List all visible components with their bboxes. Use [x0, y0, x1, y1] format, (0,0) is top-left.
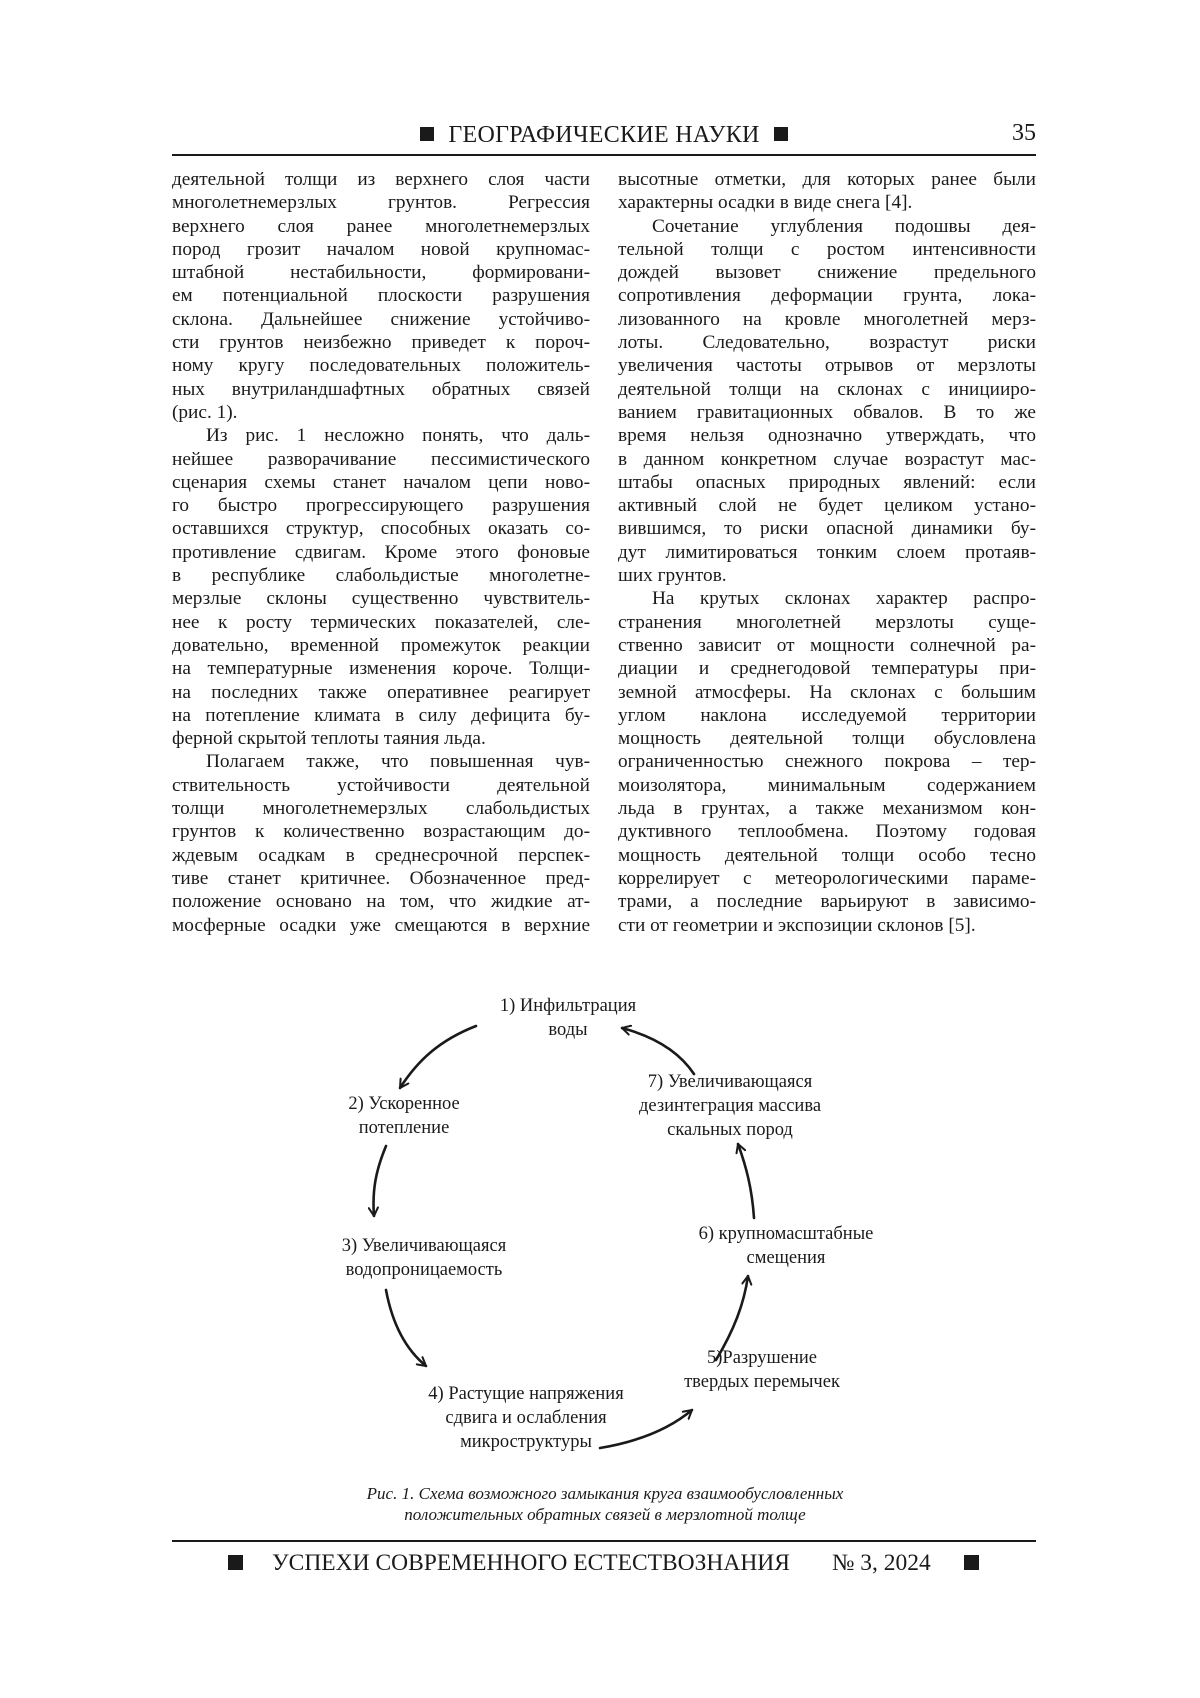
text-line: мощность деятельной толщи особо тесно [618, 844, 1036, 866]
text-line: Полагаем также, что повышенная чув- [206, 751, 590, 773]
journal-issue: № 3, 2024 [832, 1550, 931, 1576]
text-line: ному кругу последовательных положитель- [172, 355, 590, 377]
text-line: увеличения частоты отрывов от мерзлоты [618, 355, 1036, 377]
text-line: сопротивления деформации грунта, лока- [618, 285, 1036, 307]
running-header [172, 118, 1036, 154]
text-line: на потепление климата в силу дефицита бу- [172, 704, 590, 726]
text-line: лизованного на кровле многолетней мерз- [618, 308, 1036, 330]
text-line: ших грунтов. [618, 565, 727, 587]
text-line: многолетнемерзлых грунтов. Регрессия [172, 192, 590, 214]
text-line: в республике слабольдистые многолетне- [172, 565, 590, 587]
arrow-1-to-2 [400, 1026, 476, 1088]
text-line: дут лимитироваться тонким слоем протаяв- [618, 541, 1036, 563]
text-line: земной атмосферы. На склонах с большим [618, 681, 1036, 703]
page-number: 35 [1012, 120, 1036, 146]
text-line: углом наклона исследуемой территории [618, 704, 1036, 726]
text-line: ственно зависит от мощности солнечной ра- [618, 634, 1036, 656]
text-line: в данном конкретном случае возрастут мас- [618, 448, 1036, 470]
header-rule [172, 154, 1036, 156]
figure-caption: Рис. 1. Схема возможного замыкания круга взаимообусловленных положительных обратных связей в мерзлотной толще [366, 1484, 844, 1524]
text-line: толщи многолетнемерзлых слабольдистых [172, 798, 590, 820]
text-line: ограниченностью снежного покрова – тер- [618, 751, 1036, 773]
text-line: время нельзя однозначно утверждать, что [618, 425, 1036, 447]
figure-cycle-diagram [300, 990, 920, 1470]
text-line: оставшихся структур, способных оказать со- [172, 518, 590, 540]
cycle-node-1: 1) Инфильтрация воды [499, 996, 637, 1040]
text-line: го быстро прогрессирующего разрушения [172, 495, 590, 517]
text-line: нее к росту термических показателей, сле- [172, 611, 590, 633]
journal-name: УСПЕХИ СОВРЕМЕННОГО ЕСТЕСТВОЗНАНИЯ [272, 1550, 790, 1576]
footer-rule [172, 1540, 1036, 1542]
text-line: деятельной толщи на склонах с иницииро- [618, 378, 1036, 400]
text-line: (рис. 1). [172, 401, 238, 423]
text-line: нейшее разворачивание пессимистического [172, 448, 590, 470]
text-line: тиве станет критичнее. Обозначенное пред- [172, 867, 590, 889]
text-line: мощность деятельной толщи обусловлена [618, 728, 1036, 750]
cycle-node-6: 6) крупномасштабные смещения [698, 1224, 874, 1268]
text-line: ных внутриландшафтных обратных связей [172, 378, 590, 400]
text-line: пород грозит началом новой крупномас- [172, 238, 590, 260]
arrow-3-to-4 [386, 1290, 426, 1366]
text-line: мосферные осадки уже смещаются в верхние [172, 914, 590, 936]
text-line: активный слой не будет целиком устано- [618, 495, 1036, 517]
text-line: противление сдвигам. Кроме этого фоновые [172, 541, 590, 563]
text-line: ем потенциальной плоскости разрушения [172, 285, 590, 307]
text-line: диации и среднегодовой температуры при- [618, 658, 1036, 680]
text-line: сценария схемы станет началом цепи ново- [172, 471, 590, 493]
text-line: дождей вызовет снижение предельного [618, 262, 1036, 284]
text-line: странения многолетней мерзлоты суще- [618, 611, 1036, 633]
text-line: коррелирует с метеорологическими параме- [618, 867, 1036, 889]
cycle-node-2: 2) Ускоренное потепление [348, 1094, 460, 1138]
text-line: на последних также оперативнее реагирует [172, 681, 590, 703]
text-line: тельной толщи с ростом интенсивности [618, 238, 1036, 260]
text-line: ванием гравитационных обвалов. В то же [618, 401, 1036, 423]
square-bullet-icon [774, 127, 788, 141]
text-line: льда в грунтах, а также механизмом кон- [618, 798, 1036, 820]
text-line: трами, а последние варьируют в зависимо- [618, 891, 1036, 913]
square-bullet-icon [964, 1555, 979, 1570]
section-name: ГЕОГРАФИЧЕСКИЕ НАУКИ [448, 122, 760, 148]
text-line: положение основано на том, что жидкие ат- [172, 891, 590, 913]
square-bullet-icon [420, 127, 434, 141]
square-bullet-icon [228, 1555, 243, 1570]
cycle-node-5: 5)Разрушение твердых перемычек [684, 1348, 840, 1392]
text-line: сти грунтов неизбежно приведет к пороч- [172, 332, 590, 354]
text-line: ферной скрытой теплоты таяния льда. [172, 728, 486, 750]
text-line: Сочетание углубления подошвы дея- [652, 215, 1036, 237]
section-title [172, 122, 1036, 149]
text-line: верхнего слоя ранее многолетнемерзлых [172, 215, 590, 237]
text-line: мерзлые склоны существенно чувствитель- [172, 588, 590, 610]
text-line: Из рис. 1 несложно понять, что даль- [206, 425, 590, 447]
cycle-node-4: 4) Растущие напряжения сдвига и ослабления микроструктуры [428, 1384, 624, 1452]
text-line: склона. Дальнейшее снижение устойчиво- [172, 308, 590, 330]
text-line: сти от геометрии и экспозиции склонов [5]. [618, 914, 976, 936]
text-line: грунтов к количественно возрастающим до- [172, 821, 590, 843]
left-column [172, 168, 590, 937]
text-line: деятельной толщи из верхнего слоя части [172, 169, 590, 190]
text-line: ждевым осадкам в среднесрочной перспек- [172, 844, 590, 866]
text-line: вившимся, то риски опасной динамики бу- [618, 518, 1036, 540]
text-line: довательно, временной промежуток реакции [172, 634, 590, 656]
text-line: высотные отметки, для которых ранее были [618, 169, 1036, 190]
text-line: характерны осадки в виде снега [4]. [618, 192, 913, 214]
text-line: штабной нестабильности, формировани- [172, 262, 590, 284]
right-column [618, 168, 1036, 937]
text-line: лоты. Следовательно, возрастут риски [618, 332, 1036, 354]
text-line: на температурные изменения короче. Толщи- [172, 658, 590, 680]
text-line: штабы опасных природных явлений: если [618, 471, 1036, 493]
text-line: дуктивного теплообмена. Поэтому годовая [618, 821, 1036, 843]
arrow-6-to-7 [738, 1144, 754, 1218]
text-line: На крутых склонах характер распро- [652, 588, 1036, 610]
cycle-node-7: 7) Увеличивающаяся дезинтеграция массива скальных пород [638, 1072, 822, 1140]
text-line: моизолятора, минимальным содержанием [618, 774, 1036, 796]
cycle-node-3: 3) Увеличивающаяся водопроницаемость [341, 1236, 507, 1280]
running-footer [172, 1548, 1036, 1582]
text-line: ствительность устойчивости деятельной [172, 774, 590, 796]
arrow-2-to-3 [374, 1146, 387, 1216]
